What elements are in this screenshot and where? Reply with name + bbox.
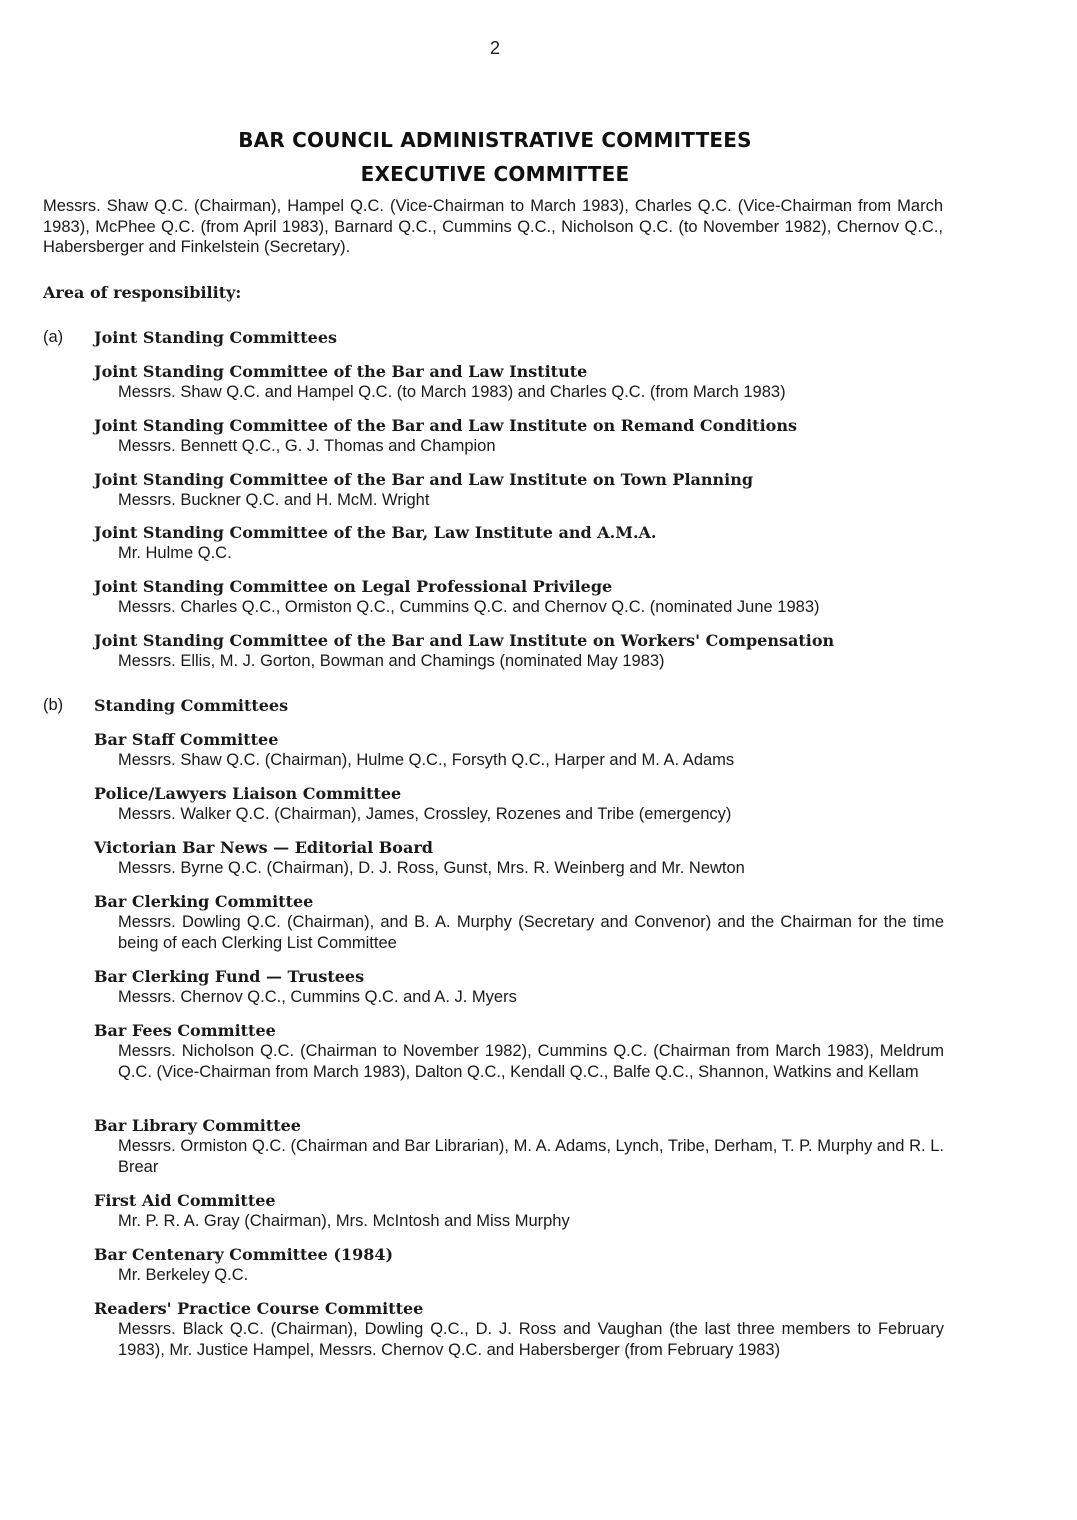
committee-name: Readers' Practice Course Committee — [94, 1299, 424, 1318]
committee-members: Mr. P. R. A. Gray (Chairman), Mrs. McIntosh and Miss Murphy — [118, 1212, 570, 1230]
committee-name: Bar Library Committee — [94, 1116, 301, 1135]
committee-members: Messrs. Shaw Q.C. and Hampel Q.C. (to March 1983) and Charles Q.C. (from March 1983) — [118, 383, 786, 401]
committee-entry — [94, 361, 944, 403]
committee-name: Victorian Bar News — Editorial Board — [94, 838, 433, 857]
committee-entry — [94, 415, 944, 457]
committee-entry — [94, 783, 944, 825]
area-heading: Area of responsibility: — [43, 283, 242, 302]
committee-members: Messrs. Ellis, M. J. Gorton, Bowman and Chamings (nominated May 1983) — [118, 652, 665, 670]
committee-name: Joint Standing Committee of the Bar and Law Institute — [94, 362, 588, 381]
committee-entry — [94, 1020, 944, 1082]
committee-members: Messrs. Chernov Q.C., Cummins Q.C. and A. J. Myers — [118, 988, 517, 1006]
committee-members: Mr. Berkeley Q.C. — [118, 1266, 249, 1284]
committee-entry — [94, 837, 944, 879]
section-title: Standing Committees — [94, 696, 289, 715]
committee-entry — [94, 630, 944, 672]
committee-entry — [94, 1190, 944, 1232]
committee-name: Bar Clerking Fund — Trustees — [94, 967, 365, 986]
committee-name: Joint Standing Committee of the Bar and Law Institute on Workers' Compensation — [94, 631, 835, 650]
committee-members: Messrs. Walker Q.C. (Chairman), James, Crossley, Rozenes and Tribe (emergency) — [118, 805, 732, 823]
page-number: 2 — [489, 38, 500, 58]
committee-name: Bar Staff Committee — [94, 730, 279, 749]
section-letter: (b) — [43, 696, 64, 714]
page-subtitle: EXECUTIVE COMMITTEE — [360, 162, 630, 186]
committee-name: Bar Fees Committee — [94, 1021, 276, 1040]
committee-entry — [94, 1115, 944, 1177]
committee-name: Joint Standing Committee of the Bar and Law Institute on Remand Conditions — [94, 416, 797, 435]
committee-members: Messrs. Buckner Q.C. and H. McM. Wright — [118, 491, 430, 509]
committee-entry — [94, 891, 944, 953]
committee-members: Messrs. Black Q.C. (Chairman), Dowling Q.C., D. J. Ross and Vaughan (the last three members to February 1983), Mr. Justice Hampel, Messrs. Chernov Q.C. and Habersberger (from February 1983) — [118, 1320, 944, 1359]
section-joint-standing — [43, 328, 943, 350]
committee-members: Messrs. Dowling Q.C. (Chairman), and B. A. Murphy (Secretary and Convenor) and the Chairman for the time being of each Clerking List Committee — [118, 913, 944, 952]
committee-entry — [94, 469, 944, 511]
committee-members: Messrs. Ormiston Q.C. (Chairman and Bar Librarian), M. A. Adams, Lynch, Tribe, Derham, T. P. Murphy and R. L. Brear — [118, 1137, 944, 1176]
section-letter: (a) — [43, 328, 64, 346]
section-title: Joint Standing Committees — [94, 328, 338, 347]
section-standing — [43, 696, 943, 718]
committee-name: Bar Clerking Committee — [94, 892, 314, 911]
committee-entry — [94, 966, 944, 1008]
committee-name: First Aid Committee — [94, 1191, 276, 1210]
page-title: BAR COUNCIL ADMINISTRATIVE COMMITTEES — [238, 128, 752, 152]
committee-name: Bar Centenary Committee (1984) — [94, 1245, 394, 1264]
committee-members: Messrs. Bennett Q.C., G. J. Thomas and Champion — [118, 437, 496, 455]
committee-entry — [94, 576, 944, 618]
committee-entry — [94, 1244, 944, 1286]
committee-name: Joint Standing Committee of the Bar and Law Institute on Town Planning — [94, 470, 754, 489]
committee-members: Messrs. Charles Q.C., Ormiston Q.C., Cummins Q.C. and Chernov Q.C. (nominated June 1983) — [118, 598, 820, 616]
committee-members: Messrs. Shaw Q.C. (Chairman), Hulme Q.C., Forsyth Q.C., Harper and M. A. Adams — [118, 751, 735, 769]
committee-members: Mr. Hulme Q.C. — [118, 544, 232, 562]
committee-entry — [94, 729, 944, 771]
executive-members-text: Messrs. Shaw Q.C. (Chairman), Hampel Q.C. (Vice-Chairman to March 1983), Charles Q.C. (Vice-Chairman from March 1983), McPhee Q.C. (from April 1983), Barnard Q.C., Cummins Q.C., Nicholson Q.C. (to November 1982), Chernov Q.C., Habersberger and Finkelstein (Secretary). — [43, 197, 943, 256]
committee-entry — [94, 1298, 944, 1360]
committee-name: Joint Standing Committee of the Bar, Law Institute and A.M.A. — [94, 523, 657, 542]
committee-members: Messrs. Byrne Q.C. (Chairman), D. J. Ross, Gunst, Mrs. R. Weinberg and Mr. Newton — [118, 859, 745, 877]
committee-name: Joint Standing Committee on Legal Professional Privilege — [94, 577, 613, 596]
committee-members: Messrs. Nicholson Q.C. (Chairman to November 1982), Cummins Q.C. (Chairman from March 1983), Meldrum Q.C. (Vice-Chairman from March 1983), Dalton Q.C., Kendall Q.C., Balfe Q.C., Shannon, Watkins and Kellam — [118, 1042, 944, 1081]
committee-entry — [94, 522, 944, 564]
committee-name: Police/Lawyers Liaison Committee — [94, 784, 402, 803]
